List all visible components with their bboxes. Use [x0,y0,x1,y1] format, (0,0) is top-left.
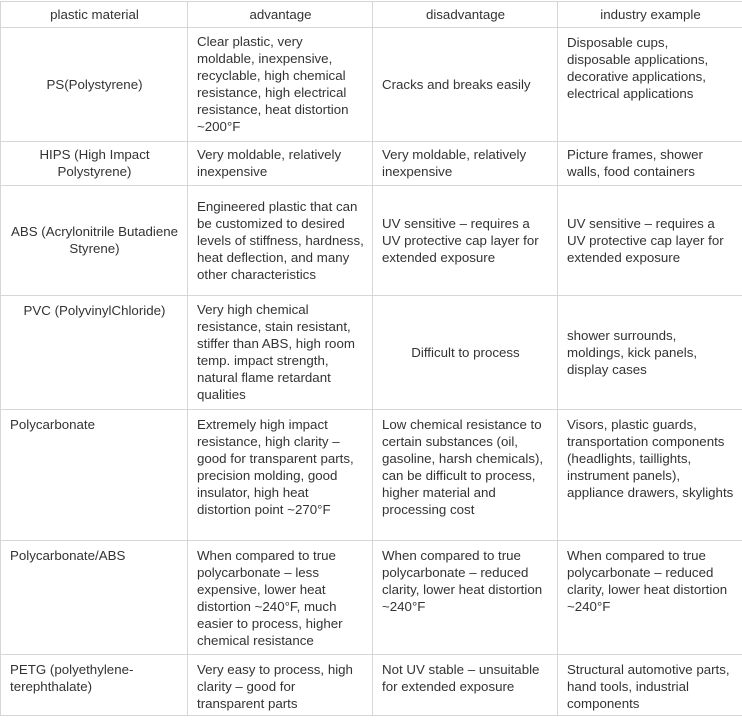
disadvantage-cell: UV sensitive – requires a UV protective cap layer for extended exposure [373,186,558,296]
advantage-cell: Clear plastic, very moldable, inexpensive, recyclable, high chemical resistance, high electrical resistance, heat distortion ~200°F [188,28,373,142]
plastics-comparison-table [0,1,742,716]
table-row-abs [1,186,742,296]
industry-example-cell: UV sensitive – requires a UV protective cap layer for extended exposure [558,186,742,296]
industry-example-cell: shower surrounds, moldings, kick panels, display cases [558,296,742,410]
material-cell: Polycarbonate/ABS [1,541,188,655]
table-row-pvc [1,296,742,410]
disadvantage-cell: Very moldable, relatively inexpensive [373,142,558,186]
header-advantage: advantage [188,2,373,28]
industry-example-cell: When compared to true polycarbonate – reduced clarity, lower heat distortion ~240°F [558,541,742,655]
header-disadvantage: disadvantage [373,2,558,28]
material-cell: PS(Polystyrene) [1,28,188,142]
industry-example-cell: Visors, plastic guards, transportation components (headlights, taillights, instrument panels), appliance drawers, skylights [558,410,742,541]
material-cell: ABS (Acrylonitrile Butadiene Styrene) [1,186,188,296]
disadvantage-cell: Difficult to process [373,296,558,410]
header-plastic-material: plastic material [1,2,188,28]
material-cell: HIPS (High Impact Polystyrene) [1,142,188,186]
advantage-cell: Extremely high impact resistance, high clarity – good for transparent parts, precision molding, good insulator, high heat distortion point ~270°F [188,410,373,541]
table-header [1,2,742,28]
advantage-cell: Very moldable, relatively inexpensive [188,142,373,186]
material-cell: PVC (PolyvinylChloride) [1,296,188,410]
disadvantage-cell: Cracks and breaks easily [373,28,558,142]
disadvantage-cell: Not UV stable – unsuitable for extended exposure [373,655,558,716]
advantage-cell: Very high chemical resistance, stain resistant, stiffer than ABS, high room temp. impact strength, natural flame retardant qualities [188,296,373,410]
header-row [1,2,742,28]
disadvantage-cell: When compared to true polycarbonate – reduced clarity, lower heat distortion ~240°F [373,541,558,655]
material-cell: Polycarbonate [1,410,188,541]
table-row-ps [1,28,742,142]
industry-example-cell: Picture frames, shower walls, food containers [558,142,742,186]
table-row-polycarbonate-abs [1,541,742,655]
table-row-petg [1,655,742,716]
table-row-hips [1,142,742,186]
material-cell: PETG (polyethylene-terephthalate) [1,655,188,716]
advantage-cell: When compared to true polycarbonate – less expensive, lower heat distortion ~240°F, much easier to process, higher chemical resistance [188,541,373,655]
table-body [1,28,742,716]
table-row-polycarbonate [1,410,742,541]
advantage-cell: Very easy to process, high clarity – good for transparent parts [188,655,373,716]
industry-example-cell: Disposable cups, disposable applications, decorative applications, electrical applications [558,28,742,142]
header-industry-example: industry example [558,2,742,28]
advantage-cell: Engineered plastic that can be customized to desired levels of stiffness, hardness, heat deflection, and many other characteristics [188,186,373,296]
industry-example-cell: Structural automotive parts, hand tools, industrial components [558,655,742,716]
disadvantage-cell: Low chemical resistance to certain substances (oil, gasoline, harsh chemicals), can be difficult to process, higher material and processing cost [373,410,558,541]
